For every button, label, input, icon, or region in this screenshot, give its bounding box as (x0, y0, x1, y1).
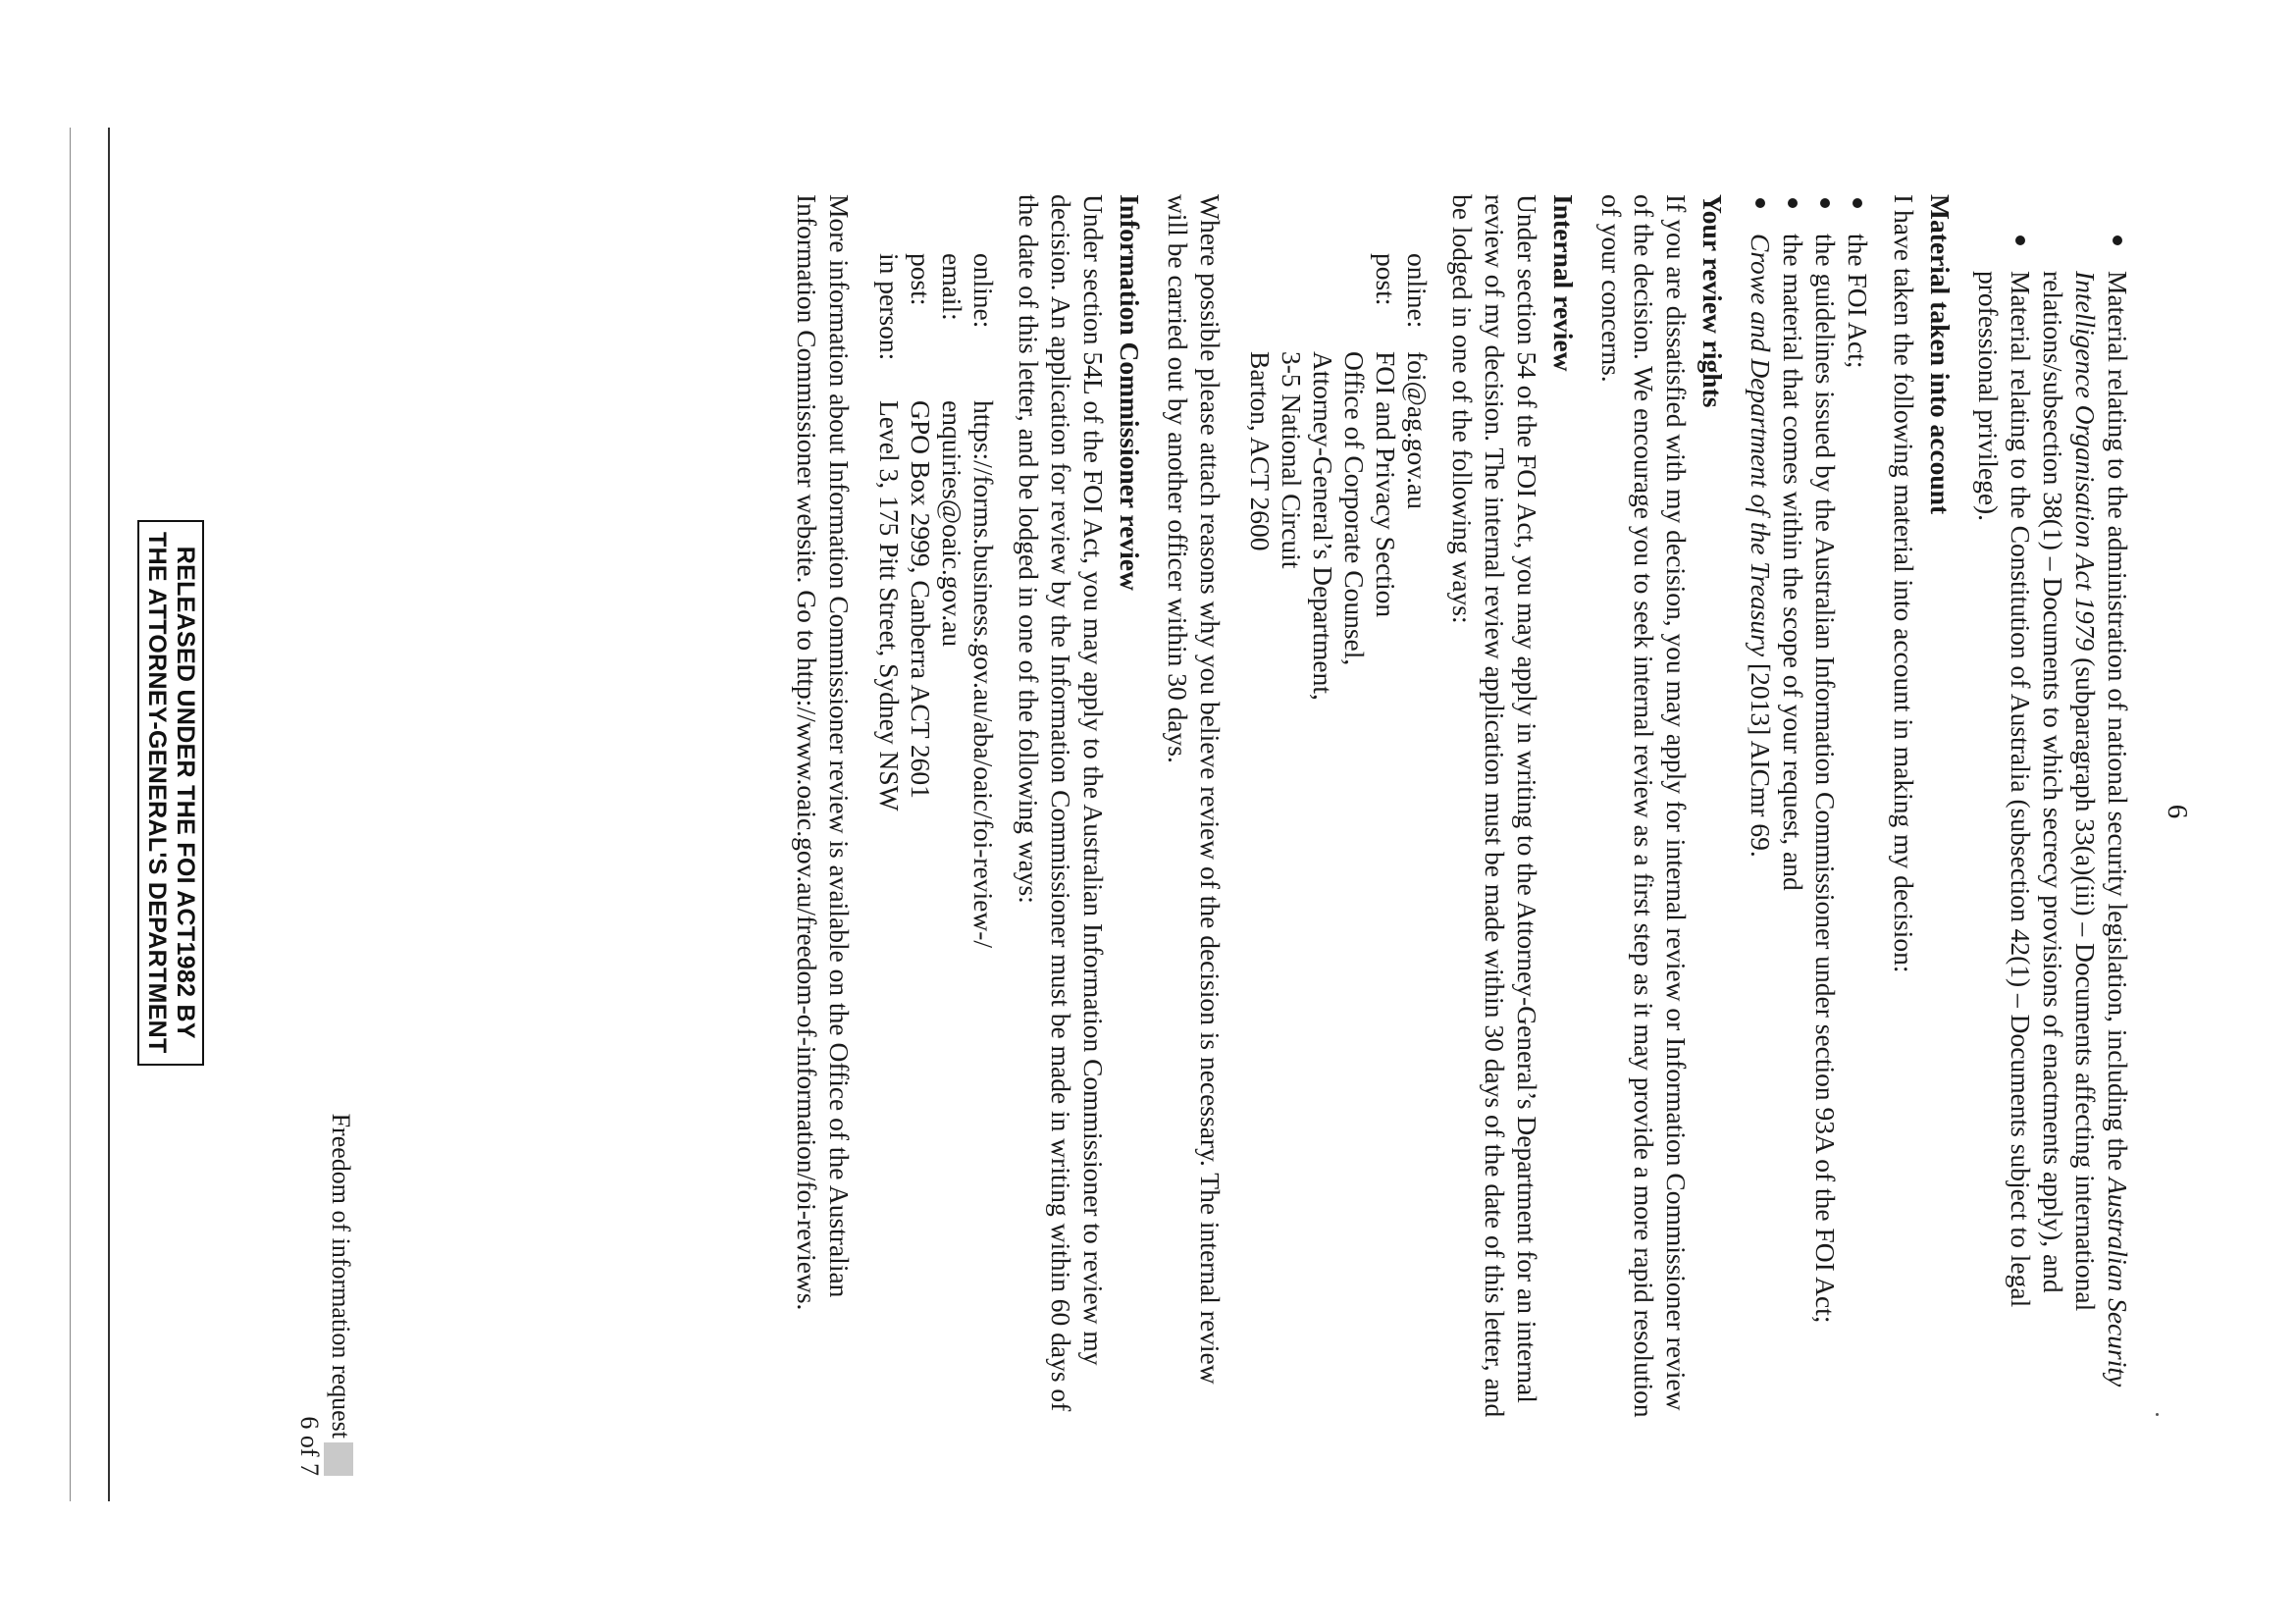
oaic-more-info: More information about Information Commissioner review is available on the Office of the Australian Information Commissioner website. Go to http://www.oaic.gov.au/freedom-of-information/foi-reviews. (792, 194, 855, 1311)
bullet-item (1745, 194, 1777, 1421)
bullet-icon (1852, 198, 1862, 208)
exemption-material-list (1972, 194, 2134, 1421)
contact-value: enquiries@oaic.gov.au (937, 400, 967, 648)
italic-citation: Crowe and Department of the Treasury (1746, 234, 1776, 657)
contact-label: post: (1371, 253, 1401, 306)
footer-title: Freedom of information request (327, 1113, 355, 1439)
page-number: 6 (2162, 804, 2193, 819)
address-line: FOI and Privacy Section (1371, 351, 1401, 618)
bullet-icon (2015, 236, 2025, 245)
contact-value: Level 3, 175 Pitt Street, Sydney NSW (874, 400, 905, 812)
contact-row (873, 253, 905, 948)
bullet-text: the guidelines issued by the Australian Information Commissioner under section 93A of the FOI Act; (1810, 234, 1841, 1324)
bullet-icon (1820, 198, 1830, 208)
bullet-item (1777, 194, 1809, 1421)
bullet-item (1809, 194, 1842, 1421)
bullet-icon (1755, 198, 1765, 208)
contact-value: https://forms.business.gov.au/aba/oaic/foi-review-/ (968, 400, 999, 949)
contact-row-post (1244, 253, 1401, 701)
internal-review-heading: Internal review (1548, 194, 1579, 372)
review-rights-section (1595, 194, 1729, 1421)
footer-title-row (324, 1114, 355, 1476)
contact-value: GPO Box 2999, Canberra ACT 2601 (906, 400, 936, 799)
material-heading: Material taken into account (1925, 194, 1956, 515)
redaction-box (324, 1442, 353, 1476)
bullet-text: the material that comes within the scope of your request, and (1778, 234, 1808, 891)
margin-mark (2156, 1413, 2159, 1416)
internal-review-text: Under section 54 of the FOI Act, you may apply in writing to the Attorney-General’s Department for an internal review of my decision. The internal review application must be made within 30 days of the date of this letter, and be lodged in one of the following ways: (1447, 194, 1542, 1418)
footer-page-count: 6 of 7 (294, 1416, 324, 1476)
material-list (1745, 194, 1874, 1421)
contact-label: email: (937, 253, 967, 321)
address-line: Barton, ACT 2600 (1245, 351, 1276, 551)
bullet-text: Material relating to the administration of national security legislation, including the (2103, 271, 2133, 1178)
bullet-text: (subparagraph 33(a)(iii) – Documents affecting international relations/subsection 38(1) – Documents to which secrecy provisions of enactments apply), and (2038, 271, 2101, 1312)
bullet-text: [2013] AICmr 69. (1746, 656, 1776, 858)
postal-address (1244, 351, 1401, 701)
address-line: Office of Corporate Counsel, (1339, 351, 1370, 666)
letter-body (777, 194, 2134, 1421)
foi-release-stamp (137, 520, 204, 1066)
oaic-review-heading: Information Commissioner review (1115, 194, 1145, 591)
bullet-icon (2113, 236, 2122, 245)
contact-label: post: (906, 253, 936, 306)
page-footer (294, 1114, 355, 1476)
material-section (1745, 194, 1957, 1421)
contact-row (905, 253, 936, 948)
bullet-item (1972, 232, 2037, 1421)
contact-row-online (1401, 253, 1433, 701)
internal-review-section (1162, 194, 1580, 1421)
contact-value-email: foi@ag.gov.au (1402, 351, 1433, 509)
review-rights-text: If you are dissatisfied with my decision, you may apply for internal review or Information Commissioner review of the decision. We encourage you to seek internal review as a first step as it may provide a more rapid resolution of your concerns. (1596, 194, 1692, 1418)
bullet-item (2037, 232, 2134, 1421)
italic-citation: Australian Security Intelligence Organisation Act 1979 (2070, 271, 2133, 1387)
contact-label: online: (1402, 253, 1433, 329)
bullet-icon (1788, 198, 1798, 208)
bullet-text: Material relating to the Constitution of Australia (subsection 42(1) – Documents subject to legal professional privilege). (1973, 271, 2036, 1308)
bullet-text: the FOI Act; (1843, 234, 1873, 369)
review-rights-heading: Your review rights (1697, 194, 1728, 408)
stamp-line: RELEASED UNDER THE FOI ACT1982 BY (172, 546, 199, 1039)
internal-review-closing: Where possible please attach reasons why you believe review of the decision is necessary. The internal review will be carried out by another officer within 30 days. (1163, 194, 1226, 1385)
contact-label: in person: (874, 253, 905, 361)
contact-label: online: (968, 253, 999, 329)
bullet-item (1842, 194, 1874, 1421)
oaic-review-section (791, 194, 1146, 1421)
address-line: 3-5 National Circuit (1277, 351, 1307, 569)
scan-edge-line (70, 128, 71, 1501)
oaic-contacts (873, 253, 999, 948)
material-intro: I have taken the following material into account in making my decision: (1889, 194, 1919, 973)
scan-edge-line (108, 128, 110, 1501)
address-line: Attorney-General’s Department, (1308, 351, 1338, 701)
internal-review-contacts (1244, 253, 1433, 701)
stamp-line: THE ATTORNEY-GENERAL'S DEPARTMENT (143, 532, 171, 1054)
contact-row (967, 253, 999, 948)
contact-row (936, 253, 967, 948)
oaic-review-text: Under section 54L of the FOI Act, you may apply to the Australian Information Commissioner to review my decision. An application for review by the Information Commissioner must be made in writing within 60 days of the date of this letter, and be lodged in one of the following ways: (1014, 194, 1109, 1412)
